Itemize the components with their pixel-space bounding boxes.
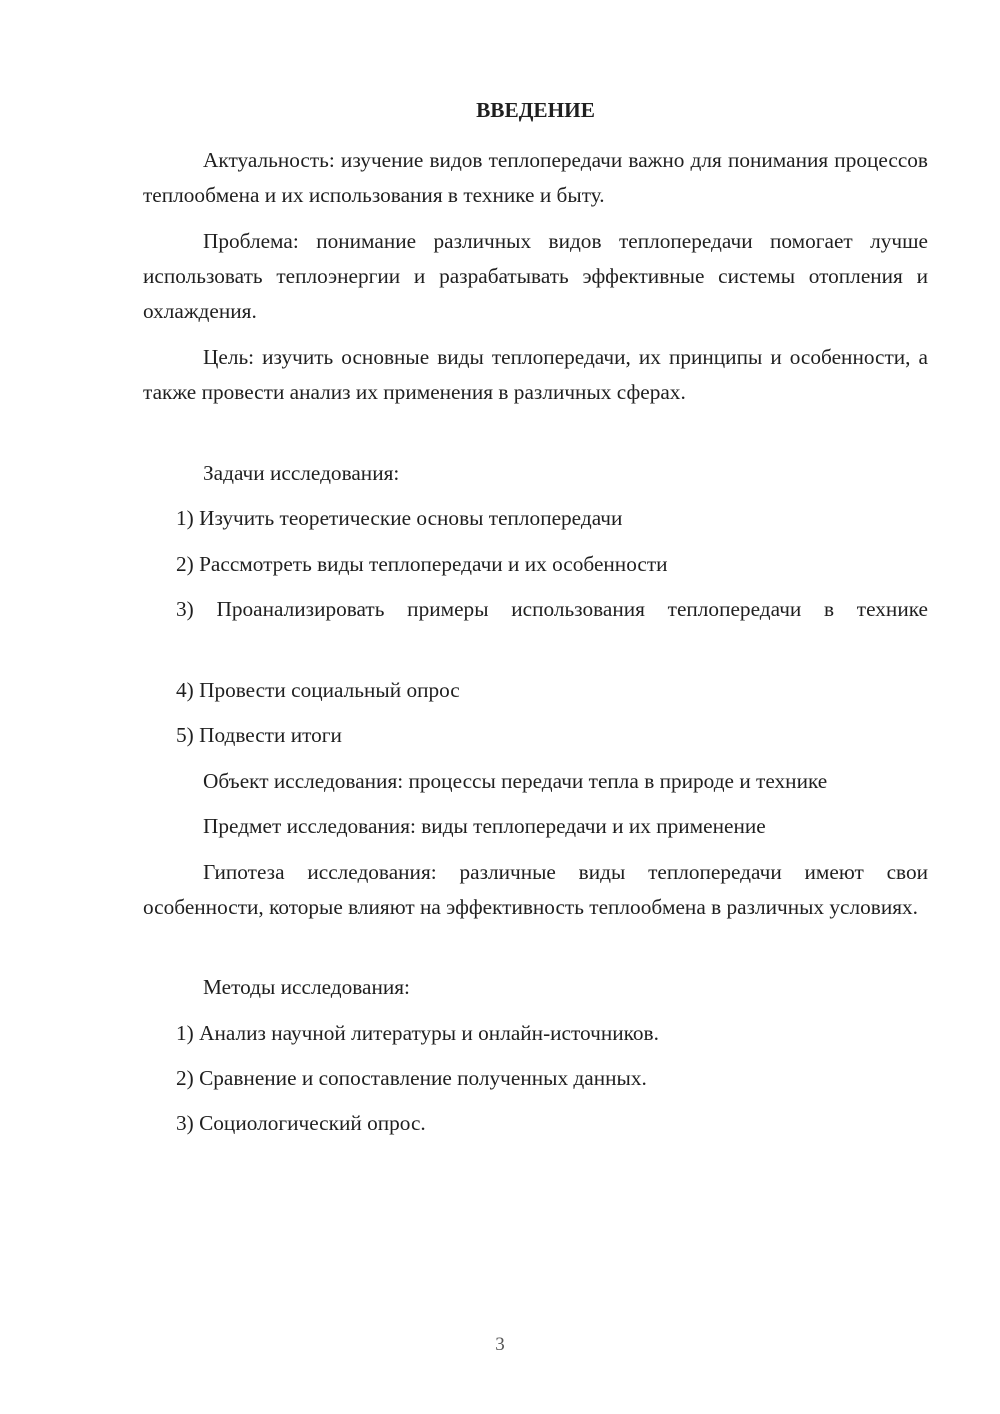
goal-paragraph: Цель: изучить основные виды теплопередачи, их принципы и особенности, а также провести анализ их применения в различных сферах.: [143, 345, 928, 404]
hypothesis-paragraph: Гипотеза исследования: различные виды теплопередачи имеют свои особенности, которые влияют на эффективность теплообмена в различных условиях.: [143, 860, 928, 919]
tasks-heading: Задачи исследования:: [203, 461, 400, 485]
task-item: 4) Провести социальный опрос: [176, 678, 460, 702]
problem-paragraph: Проблема: понимание различных видов теплопередачи помогает лучше использовать теплоэнергии и разрабатывать эффективные системы отопления и охлаждения.: [143, 229, 928, 323]
task-item: 5) Подвести итоги: [176, 723, 342, 747]
task-item: 2) Рассмотреть виды теплопередачи и их особенности: [176, 552, 668, 576]
object-paragraph: Объект исследования: процессы передачи тепла в природе и технике: [203, 769, 828, 793]
methods-heading: Методы исследования:: [203, 975, 410, 999]
task-item: 1) Изучить теоретические основы теплопередачи: [176, 506, 623, 530]
page-title: ВВЕДЕНИЕ: [476, 98, 595, 122]
subject-paragraph: Предмет исследования: виды теплопередачи и их применение: [203, 814, 766, 838]
method-item: 1) Анализ научной литературы и онлайн-источников.: [176, 1021, 659, 1045]
method-item: 2) Сравнение и сопоставление полученных данных.: [176, 1066, 647, 1090]
task-item: 3) Проанализировать примеры использования теплопередачи в технике: [176, 597, 928, 621]
relevance-paragraph: Актуальность: изучение видов теплопередачи важно для понимания процессов теплообмена и их использования в технике и быту.: [143, 148, 928, 207]
page-number: 3: [495, 1334, 505, 1355]
method-item: 3) Социологический опрос.: [176, 1111, 426, 1135]
